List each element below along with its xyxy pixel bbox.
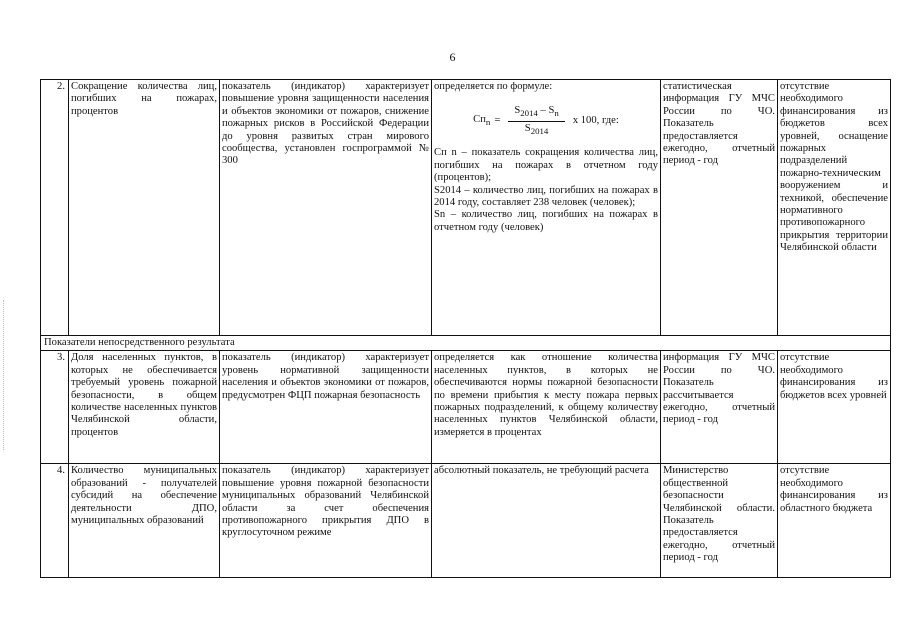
row-number: 4. [41,464,69,578]
formula-denominator: $S_{2014}$ [524,122,549,137]
data-source: Министерство общественной безопасности Челябинской области. Показатель предоставляется ежегодно, отчетный период - год [661,464,778,578]
formula-fraction [508,105,564,137]
formula-equals: = [494,115,501,127]
section-heading-row [41,336,891,351]
method-intro: определяется по формуле: [434,81,553,92]
section-heading: Показатели непосредственного результата [41,336,891,351]
table-row [41,80,891,336]
formula-tail: х 100, где: [572,115,619,127]
row-number: 2. [41,80,69,336]
indicator-description: показатель (индикатор) характеризует повышение уровня защищенности населения и объектов экономики от пожаров, снижение пожарных рисков в Российской Федерации до уровня развитых стран мирового сообщества, установлен госпрограммой № 300 [220,80,432,336]
risks: отсутствие необходимого финансирования из бюджетов всех уровней [778,351,891,464]
formula [434,105,658,137]
method-definition: S2014 – количество лиц, погибших на пожарах в 2014 году, составляет 238 человек (человек); [434,184,658,209]
formula-lhs: $Сп_n$ [473,114,491,128]
scan-edge-mark [3,300,5,450]
indicator-name: Сокращение количества лиц, погибших на пожарах, процентов [69,80,220,336]
calculation-method [432,80,661,336]
indicator-name: Количество муниципальных образований - получателей субсидий на обеспечение деятельности ДПО, муниципальных образований [69,464,220,578]
risks: отсутствие необходимого финансирования из областного бюджета [778,464,891,578]
calculation-method: определяется как отношение количества населенных пунктов, в которых не обеспечиваются нормы пожарной безопасности по времени прибытия к месту пожара первых пожарных подразделений, к общему количеству населенных пунктов Челябинской области, измеряется в процентах [432,351,661,464]
table-row [41,351,891,464]
formula-numerator: $S_{2014} - S_n$ [508,105,564,122]
risks: отсутствие необходимого финансирования из бюджетов всех уровней, оснащение пожарных подразделений пожарно-техническим вооружением и техникой, обеспечение нормативного противопожарного прикрытия территории Челябинской области [778,80,891,336]
indicator-name: Доля населенных пунктов, в которых не обеспечивается требуемый уровень пожарной безопасности, в общем количестве населенных пунктов Челябинской области, процентов [69,351,220,464]
method-definition: Sn – количество лиц, погибших на пожарах в отчетном году (человек) [434,209,658,233]
table-row [41,464,891,578]
method-definition: Сп n – показатель сокращения количества лиц, погибших на пожарах в отчетном году (процентов); [434,147,658,184]
data-source: информация ГУ МЧС России по ЧО. Показатель рассчитывается ежегодно, отчетный период - год [661,351,778,464]
indicator-description: показатель (индикатор) характеризует уровень нормативной защищенности населения и объектов экономики от пожаров, предусмотрен ФЦП пожарная безопасность [220,351,432,464]
page-number: 6 [449,50,456,64]
calculation-method: абсолютный показатель, не требующий расчета [432,464,661,578]
indicator-description: показатель (индикатор) характеризует повышение уровня пожарной безопасности муниципальных образований Челябинской области за счет обеспечения противопожарного прикрытия ДПО в круглосуточном режиме [220,464,432,578]
data-source: статистическая информация ГУ МЧС России по ЧО. Показатель предоставляется ежегодно, отчетный период - год [661,80,778,336]
row-number: 3. [41,351,69,464]
indicators-table [40,79,891,578]
